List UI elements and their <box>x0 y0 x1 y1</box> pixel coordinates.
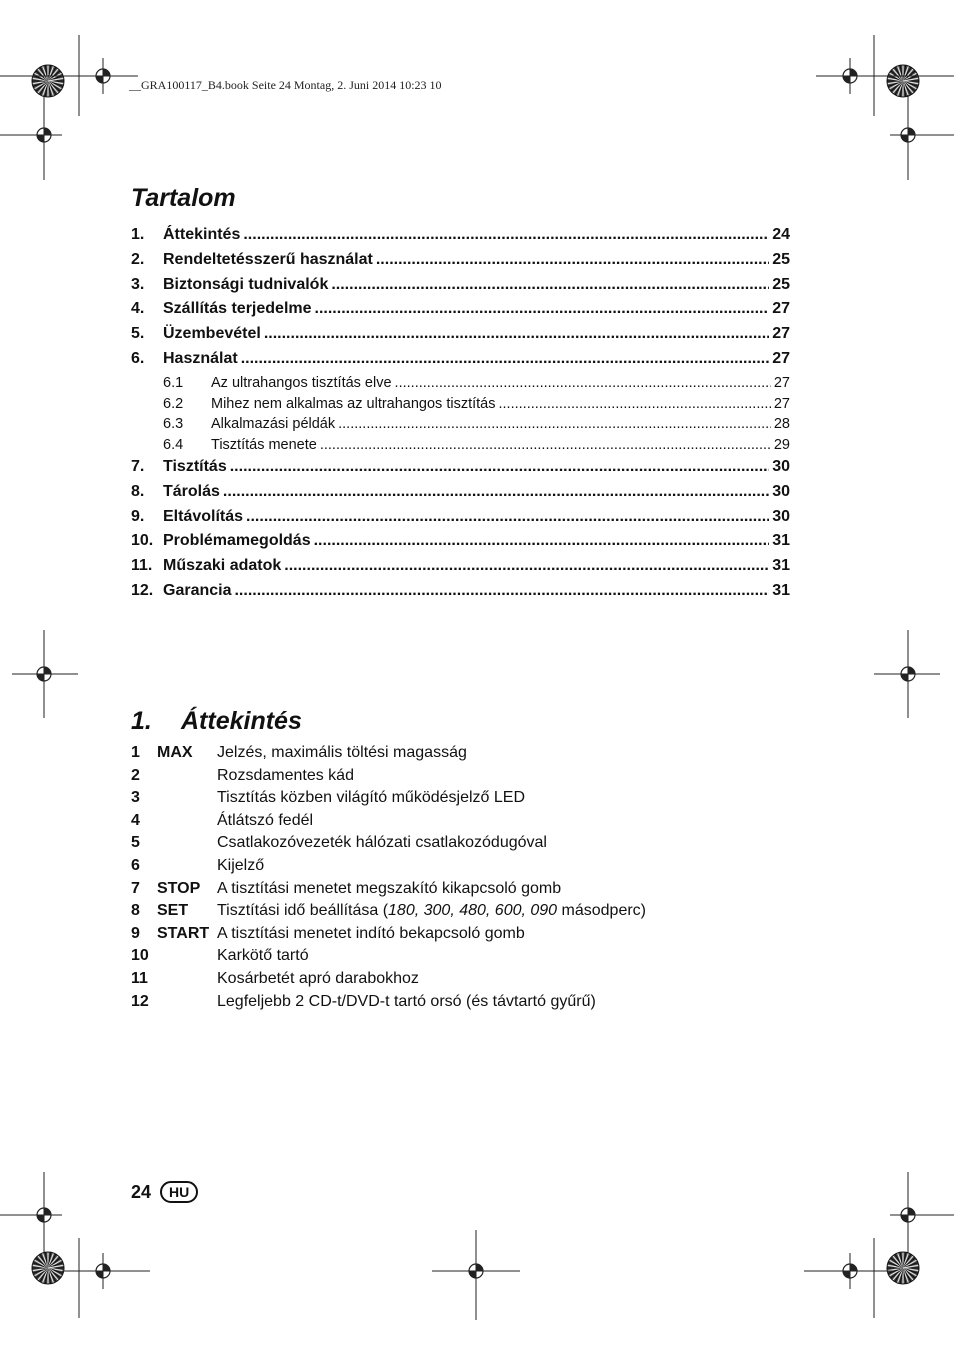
toc-entry-6-4[interactable]: 6.4 Tisztítás menete ..... 29 <box>131 437 790 458</box>
starburst-mark <box>32 1252 64 1284</box>
list-item: 2 Rozsdamentes kád <box>131 766 354 784</box>
page-footer <box>131 1181 198 1203</box>
list-item: 3 Tisztítás közben világító működésjelző LED <box>131 789 525 807</box>
toc-entry-6-3[interactable]: 6.3 Alkalmazási példák ..... 28 <box>131 416 790 437</box>
toc-entry-8[interactable]: 8. Tárolás ..... 30 <box>131 483 790 508</box>
toc-entry-11[interactable]: 11. Műszaki adatok ..... 31 <box>131 557 790 582</box>
list-item: 8 SET Tisztítási idő beállítása (180, 300, 480, 600, 090 másodperc) <box>131 902 646 920</box>
starburst-mark <box>32 65 64 97</box>
list-item: 10 Karkötő tartó <box>131 947 309 965</box>
list-item: 7 STOP A tisztítási menetet megszakító kikapcsoló gomb <box>131 879 562 897</box>
parts-list <box>131 744 791 1015</box>
page-number: 24 <box>131 1181 152 1202</box>
toc-entry-6-2[interactable]: 6.2 Mihez nem alkalmas az ultrahangos tisztítás ..... 27 <box>131 396 790 417</box>
toc-entry-9[interactable]: 9. Eltávolítás ..... 30 <box>131 508 790 533</box>
list-item: 9 START A tisztítási menetet indító bekapcsoló gomb <box>131 924 525 942</box>
toc-entry-12[interactable]: 12. Garancia ..... 31 <box>131 582 790 607</box>
language-badge: HU <box>160 1181 198 1203</box>
section-number: 1. <box>131 707 152 735</box>
toc-title: Tartalom <box>131 184 236 212</box>
section-title <box>131 704 302 738</box>
table-of-contents <box>131 226 790 607</box>
toc-entry-3[interactable]: 3. Biztonsági tudnivalók ..... 25 <box>131 276 790 301</box>
section-heading: Áttekintés <box>181 707 302 735</box>
toc-entry-4[interactable]: 4. Szállítás terjedelme ..... 27 <box>131 300 790 325</box>
toc-entry-6[interactable]: 6. Használat ..... 27 <box>131 350 790 375</box>
starburst-mark <box>887 65 919 97</box>
toc-entry-2[interactable]: 2. Rendeltetésszerű használat ..... 25 <box>131 251 790 276</box>
print-file-header: __GRA100117_B4.book Seite 24 Montag, 2. Juni 2014 10:23 10 <box>129 78 442 92</box>
starburst-mark <box>887 1252 919 1284</box>
toc-entry-10[interactable]: 10. Problémamegoldás ..... 31 <box>131 532 790 557</box>
list-item: 5 Csatlakozóvezeték hálózati csatlakozódugóval <box>131 834 547 852</box>
toc-entry-1[interactable]: 1. Áttekintés ..... 24 <box>131 226 790 251</box>
list-item: 6 Kijelző <box>131 856 265 874</box>
list-item: 1 MAX Jelzés, maximális töltési magasság <box>131 744 467 761</box>
toc-entry-7[interactable]: 7. Tisztítás ..... 30 <box>131 458 790 483</box>
list-item: 4 Átlátszó fedél <box>131 811 314 829</box>
list-item: 11 Kosárbetét apró darabokhoz <box>131 969 419 987</box>
toc-entry-5[interactable]: 5. Üzembevétel ..... 27 <box>131 325 790 350</box>
list-item: 12 Legfeljebb 2 CD-t/DVD-t tartó orsó (és távtartó gyűrű) <box>131 992 596 1010</box>
toc-entry-6-1[interactable]: 6.1 Az ultrahangos tisztítás elve ..... 27 <box>131 375 790 396</box>
